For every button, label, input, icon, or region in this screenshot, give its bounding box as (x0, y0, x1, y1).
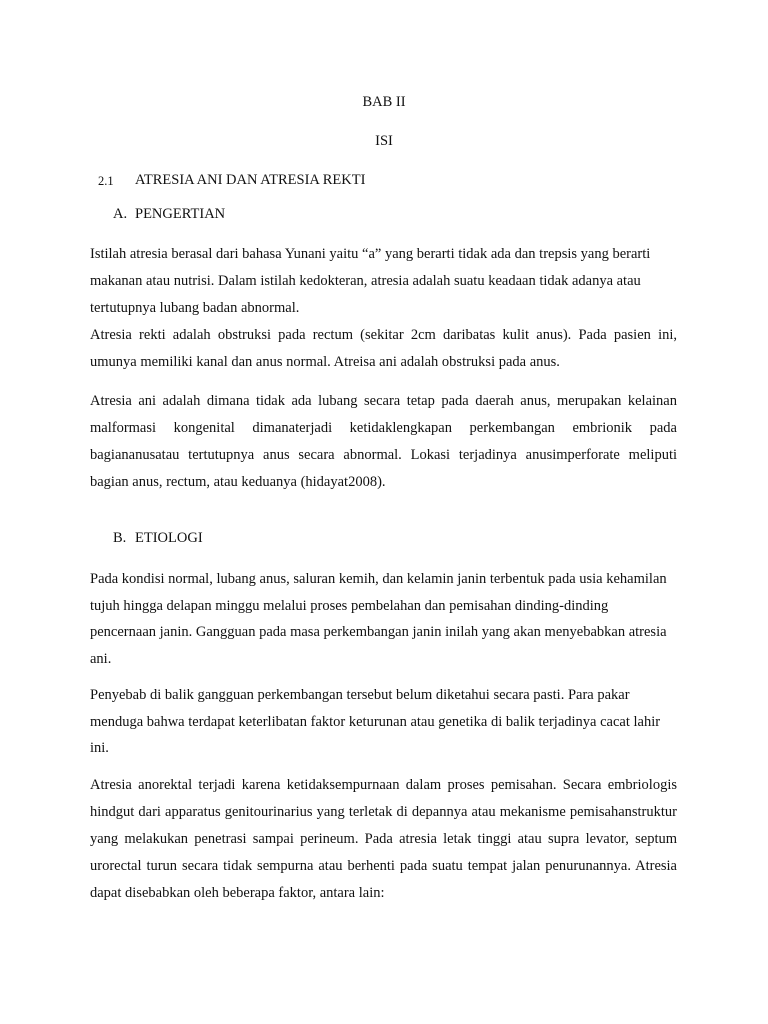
section-number: 2.1 (98, 174, 114, 188)
section-title: ATRESIA ANI DAN ATRESIA REKTI (135, 172, 366, 188)
subsection-a-title: PENGERTIAN (135, 206, 226, 222)
paragraph-definition-atresia-rekti: Atresia rekti adalah obstruksi pada rectum (sekitar 2cm daribatas kulit anus). Pada pasien ini, umunya memiliki kanal dan anus normal. Atreisa ani adalah obstruksi pada anus. (90, 327, 677, 370)
paragraph-etiology-anorectal: Atresia anorektal terjadi karena ketidaksempurnaan dalam proses pemisahan. Secara embriologis hindgut dari apparatus genitourinarius yang terletak di depannya atau mekanisme pemisahanstruktur yang melakukan penetrasi sampai perineum. Pada atresia letak tinggi atau supra levator, septum urorectal turun secara tidak sempurna atau berhenti pada suatu tempat jalan penurunannya. Atresia dapat disebabkan oleh beberapa faktor, antara lain: (90, 777, 677, 901)
subsection-b-letter: B. (113, 530, 127, 546)
chapter-title: ISI (375, 133, 393, 149)
chapter-heading: BAB II (362, 94, 406, 110)
paragraph-etiology-normal: Pada kondisi normal, lubang anus, saluran kemih, dan kelamin janin terbentuk pada usia kehamilan tujuh hingga delapan minggu melalui proses pembelahan dan pemisahan dinding-dinding pencernaan janin. Gangguan pada masa perkembangan janin inilah yang akan menyebabkan atresia ani. (90, 571, 667, 668)
paragraph-definition-atresia-ani: Atresia ani adalah dimana tidak ada lubang secara tetap pada daerah anus, merupakan kelainan malformasi kongenital dimanaterjadi ketidaklengkapan perkembangan embrionik pada bagiananusatau tertutupnya anus secara abnormal. Lokasi terjadinya anusimperforate meliputi bagian anus, rectum, atau keduanya (hidayat2008). (90, 393, 677, 490)
subsection-a-letter: A. (113, 206, 128, 222)
subsection-b-title: ETIOLOGI (135, 530, 203, 546)
paragraph-etiology-cause: Penyebab di balik gangguan perkembangan tersebut belum diketahui secara pasti. Para pakar menduga bahwa terdapat keterlibatan faktor keturunan atau genetika di balik terjadinya cacat lahir ini. (90, 687, 661, 757)
paragraph-definition-atresia: Istilah atresia berasal dari bahasa Yunani yaitu “a” yang berarti tidak ada dan trepsis yang berarti makanan atau nutrisi. Dalam istilah kedokteran, atresia adalah suatu keadaan tidak adanya atau tertutupnya lubang badan abnormal. (90, 246, 651, 316)
